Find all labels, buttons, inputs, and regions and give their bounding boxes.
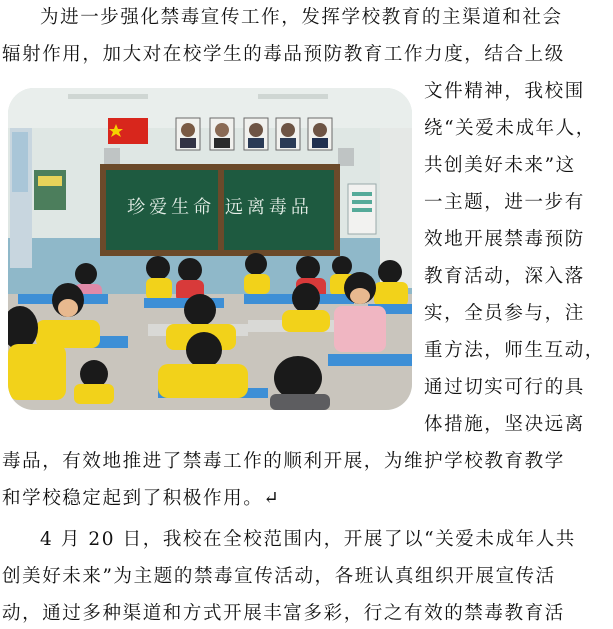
blackboard-text: 珍爱生命 远离毒品 (127, 197, 313, 218)
paragraph-1-line-2: 辐射作用，加大对在校学生的毒品预防教育工作力度，结合上级 (2, 44, 565, 65)
side-text-line-10: 体措施，坚决远离 (424, 414, 585, 435)
portraits (176, 118, 332, 150)
paragraph-1-line-after-1: 毒品，有效地推进了禁毒工作的顺利开展，为维护学校教育教学 (2, 451, 565, 472)
paragraph-1-line-after-2: 和学校稳定起到了积极作用。↵ (2, 488, 281, 509)
classroom-photo (8, 88, 412, 410)
side-text-line-2: 绕“关爱未成年人， (424, 118, 596, 139)
side-text-line-5: 效地开展禁毒预防 (424, 229, 585, 250)
side-text-line-6: 教育活动，深入落 (424, 266, 585, 287)
side-text-line-1: 文件精神，我校围 (424, 81, 585, 102)
paragraph-1-line-1: 为进一步强化禁毒宣传工作，发挥学校教育的主渠道和社会 (40, 7, 563, 28)
side-text-line-8: 重方法，师生互动， (424, 340, 605, 361)
classroom-illustration (8, 88, 412, 410)
side-text-line-7: 实，全员参与，注 (424, 303, 585, 324)
paragraph-2-line-2: 创美好未来”为主题的禁毒宣传活动，各班认真组织开展宣传活 (2, 566, 556, 587)
paragraph-2-line-1: 4 月 20 日，我校在全校范围内，开展了以“关爱未成年人共 (40, 529, 576, 550)
paragraph-2-line-3: 动，通过多种渠道和方式开展丰富多彩，行之有效的禁毒教育活 (2, 603, 565, 624)
side-text-line-3: 共创美好未来”这 (424, 155, 576, 176)
side-text-line-4: 一主题，进一步有 (424, 192, 585, 213)
side-text-line-9: 通过切实可行的具 (424, 377, 585, 398)
